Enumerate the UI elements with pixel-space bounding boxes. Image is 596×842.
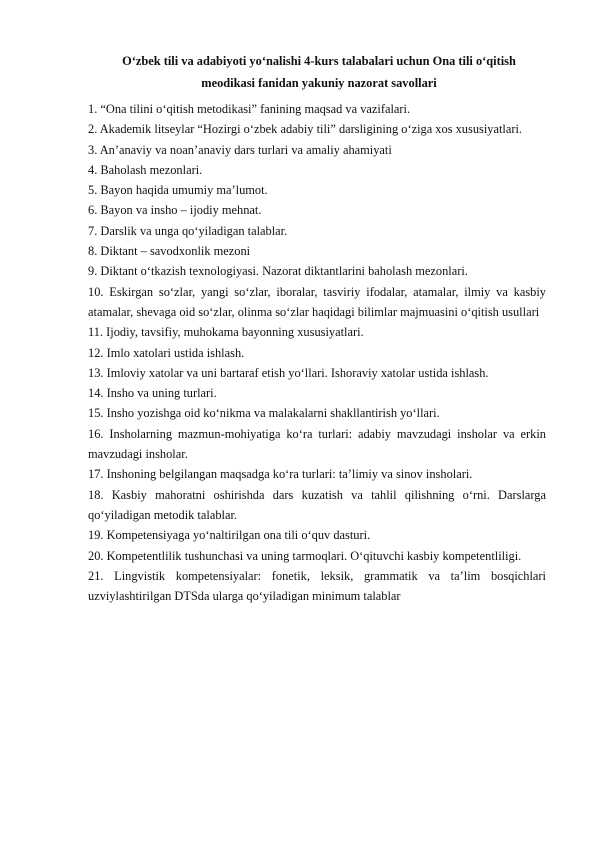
- question-item: 17. Inshoning belgilangan maqsadga ko‘ra turlari: ta’limiy va sinov insholari.: [88, 467, 473, 482]
- question-item: 8. Diktant – savodxonlik mezoni: [88, 244, 251, 259]
- question-item: 2. Akademik litseylar “Hozirgi o‘zbek adabiy tili” darsligining o‘ziga xos xususiyatlari.: [88, 122, 523, 137]
- title-line-1: O‘zbek tili va adabiyoti yo‘nalishi 4-kurs talabalari uchun Ona tili o‘qitish: [122, 54, 516, 68]
- question-list: [88, 99, 546, 606]
- question-item: 9. Diktant o‘tkazish texnologiyasi. Nazorat diktantlarini baholash mezonlari.: [88, 264, 468, 279]
- question-item: 10. Eskirgan so‘zlar, yangi so‘zlar, iboralar, tasviriy ifodalar, atamalar, ilmiy va kasbiy atamalar, shevaga oid so‘zlar, olinma so‘zlar haqidagi bilimlar majmuasini o‘qitish usullari: [88, 284, 546, 319]
- question-item: 12. Imlo xatolari ustida ishlash.: [88, 345, 245, 360]
- question-item: 19. Kompetensiyaga yo‘naltirilgan ona tili o‘quv dasturi.: [88, 528, 371, 543]
- question-item: 3. An’anaviy va noan’anaviy dars turlari va amaliy ahamiyati: [88, 142, 392, 157]
- question-item: 20. Kompetentlilik tushunchasi va uning tarmoqlari. O‘qituvchi kasbiy kompetentliligi.: [88, 548, 522, 563]
- question-item: 21. Lingvistik kompetensiyalar: fonetik, leksik, grammatik va ta’lim bosqichlari uzviylashtirilgan DTSda ularga qo‘yiladigan minimum talablar: [88, 568, 546, 604]
- question-item: 16. Insholarning mazmun-mohiyatiga ko‘ra turlari: adabiy mavzudagi insholar va erkin mavzudagi insholar.: [88, 426, 546, 462]
- question-item: 1. “Ona tilini o‘qitish metodikasi” fanining maqsad va vazifalari.: [88, 102, 411, 116]
- question-item: 7. Darslik va unga qo‘yiladigan talablar.: [88, 223, 288, 238]
- question-item: 11. Ijodiy, tavsifiy, muhokama bayonning xususiyatlari.: [88, 325, 364, 340]
- question-item: 13. Imloviy xatolar va uni bartaraf etish yo‘llari. Ishoraviy xatolar ustida ishlash.: [88, 365, 489, 380]
- question-item: 6. Bayon va insho – ijodiy mehnat.: [88, 203, 262, 218]
- title-line-2: meodikasi fanidan yakuniy nazorat savollari: [201, 76, 437, 90]
- question-item: 4. Baholash mezonlari.: [88, 162, 203, 177]
- question-item: 15. Insho yozishga oid ko‘nikma va malakalarni shakllantirish yo‘llari.: [88, 406, 440, 421]
- question-item: 5. Bayon haqida umumiy ma’lumot.: [88, 183, 268, 198]
- document-title: [88, 50, 546, 94]
- question-item: 18. Kasbiy mahoratni oshirishda dars kuzatish va tahlil qilishning o‘rni. Darslarga qo‘yiladigan metodik talablar.: [88, 487, 546, 522]
- question-item: 14. Insho va uning turlari.: [88, 386, 217, 401]
